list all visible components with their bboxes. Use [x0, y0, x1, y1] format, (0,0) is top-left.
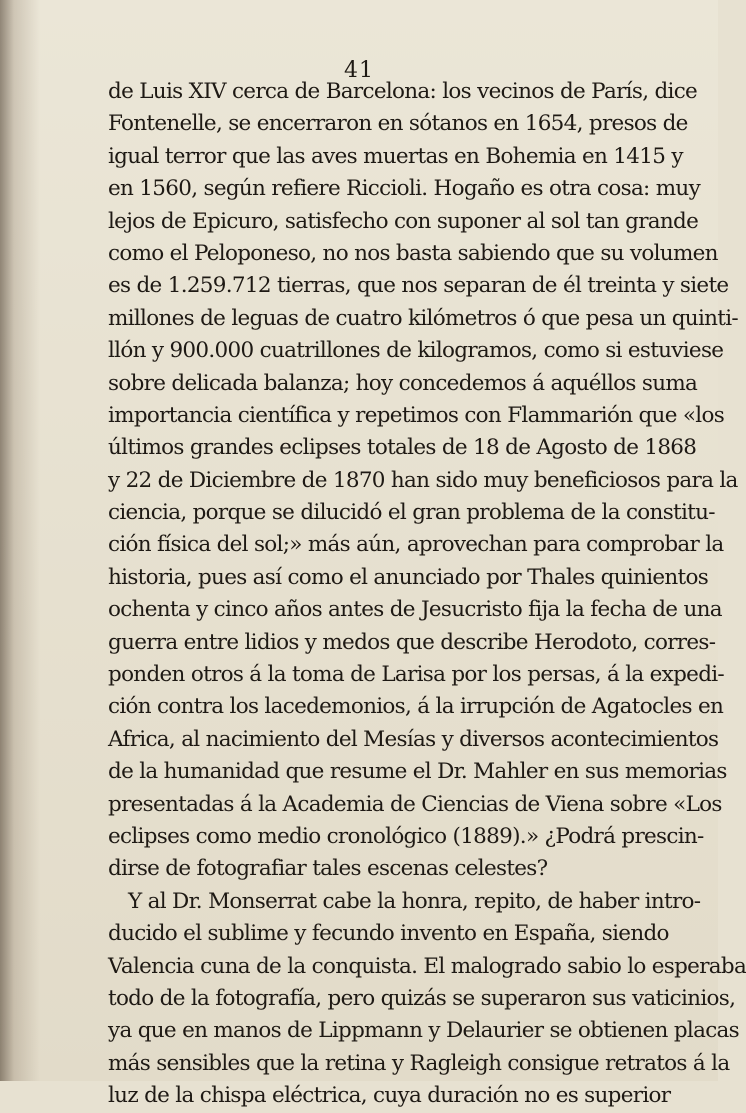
text-line: ya que en manos de Lippmann y Delaurier se obtienen placas — [108, 1018, 739, 1044]
text-line: últimos grandes eclipses totales de 18 de Agosto de 1868 — [108, 435, 697, 461]
text-line: lejos de Epicuro, satisfecho con suponer al sol tan grande — [108, 208, 699, 234]
text-line: de Luis XIV cerca de Barcelona: los vecinos de París, dice — [108, 79, 698, 104]
text-line: Valencia cuna de la conquista. El malogrado sabio lo esperaba — [108, 953, 746, 979]
text-line: ción contra los lacedemonios, á la irrupción de Agatocles en — [108, 694, 724, 720]
paragraph-start-line: Y al Dr. Monserrat cabe la honra, repito, de haber intro- — [128, 888, 701, 914]
text-line: Africa, al nacimiento del Mesías y diversos acontecimientos — [108, 726, 719, 752]
text-line: y 22 de Diciembre de 1870 han sido muy beneficiosos para la — [108, 467, 738, 493]
text-line: ducido el sublime y fecundo invento en España, siendo — [108, 921, 669, 947]
text-line: sobre delicada balanza; hoy concedemos á aquéllos suma — [108, 370, 698, 396]
text-line: importancia científica y repetimos con Flammarión que «los — [108, 402, 725, 428]
text-line: más sensibles que la retina y Ragleigh consigue retratos á la — [108, 1050, 730, 1076]
page-number: 41 — [344, 58, 374, 83]
text-line: todo de la fotografía, pero quizás se superaron sus vaticinios, — [108, 985, 736, 1011]
text-line: en 1560, según refiere Riccioli. Hogaño es otra cosa: muy — [108, 176, 701, 202]
text-line: guerra entre lidios y medos que describe Herodoto, corres- — [108, 629, 716, 655]
text-line: ciencia, porque se dilucidó el gran problema de la constitu- — [108, 500, 715, 526]
text-line: de la humanidad que resume el Dr. Mahler en sus memorias — [108, 759, 727, 785]
text-line: presentadas á la Academia de Ciencias de Viena sobre «Los — [108, 791, 722, 817]
text-line: llón y 900.000 cuatrillones de kilogramos, como si estuviese — [108, 338, 724, 364]
text-line: como el Peloponeso, no nos basta sabiendo que su volumen — [108, 240, 718, 266]
text-line: luz de la chispa eléctrica, cuya duración no es superior — [108, 1083, 671, 1109]
text-line: millones de leguas de cuatro kilómetros ó que pesa un quinti- — [108, 305, 738, 331]
text-line: historia, pues así como el anunciado por Thales quinientos — [108, 564, 709, 590]
text-line: es de 1.259.712 tierras, que nos separan de él treinta y siete — [108, 273, 729, 299]
text-line: Fontenelle, se encerraron en sótanos en 1654, presos de — [108, 111, 688, 137]
text-line: igual terror que las aves muertas en Bohemia en 1415 y — [108, 143, 683, 169]
text-line: ochenta y cinco años antes de Jesucristo fija la fecha de una — [108, 597, 722, 623]
body-text — [108, 76, 746, 1113]
text-line: ponden otros á la toma de Larisa por los persas, á la expedi- — [108, 662, 725, 688]
text-line: ción física del sol;» más aún, aprovechan para comprobar la — [108, 532, 724, 558]
paragraph-end-line: dirse de fotografiar tales escenas celestes? — [108, 856, 548, 882]
text-line: eclipses como medio cronológico (1889).» ¿Podrá prescin- — [108, 823, 704, 849]
